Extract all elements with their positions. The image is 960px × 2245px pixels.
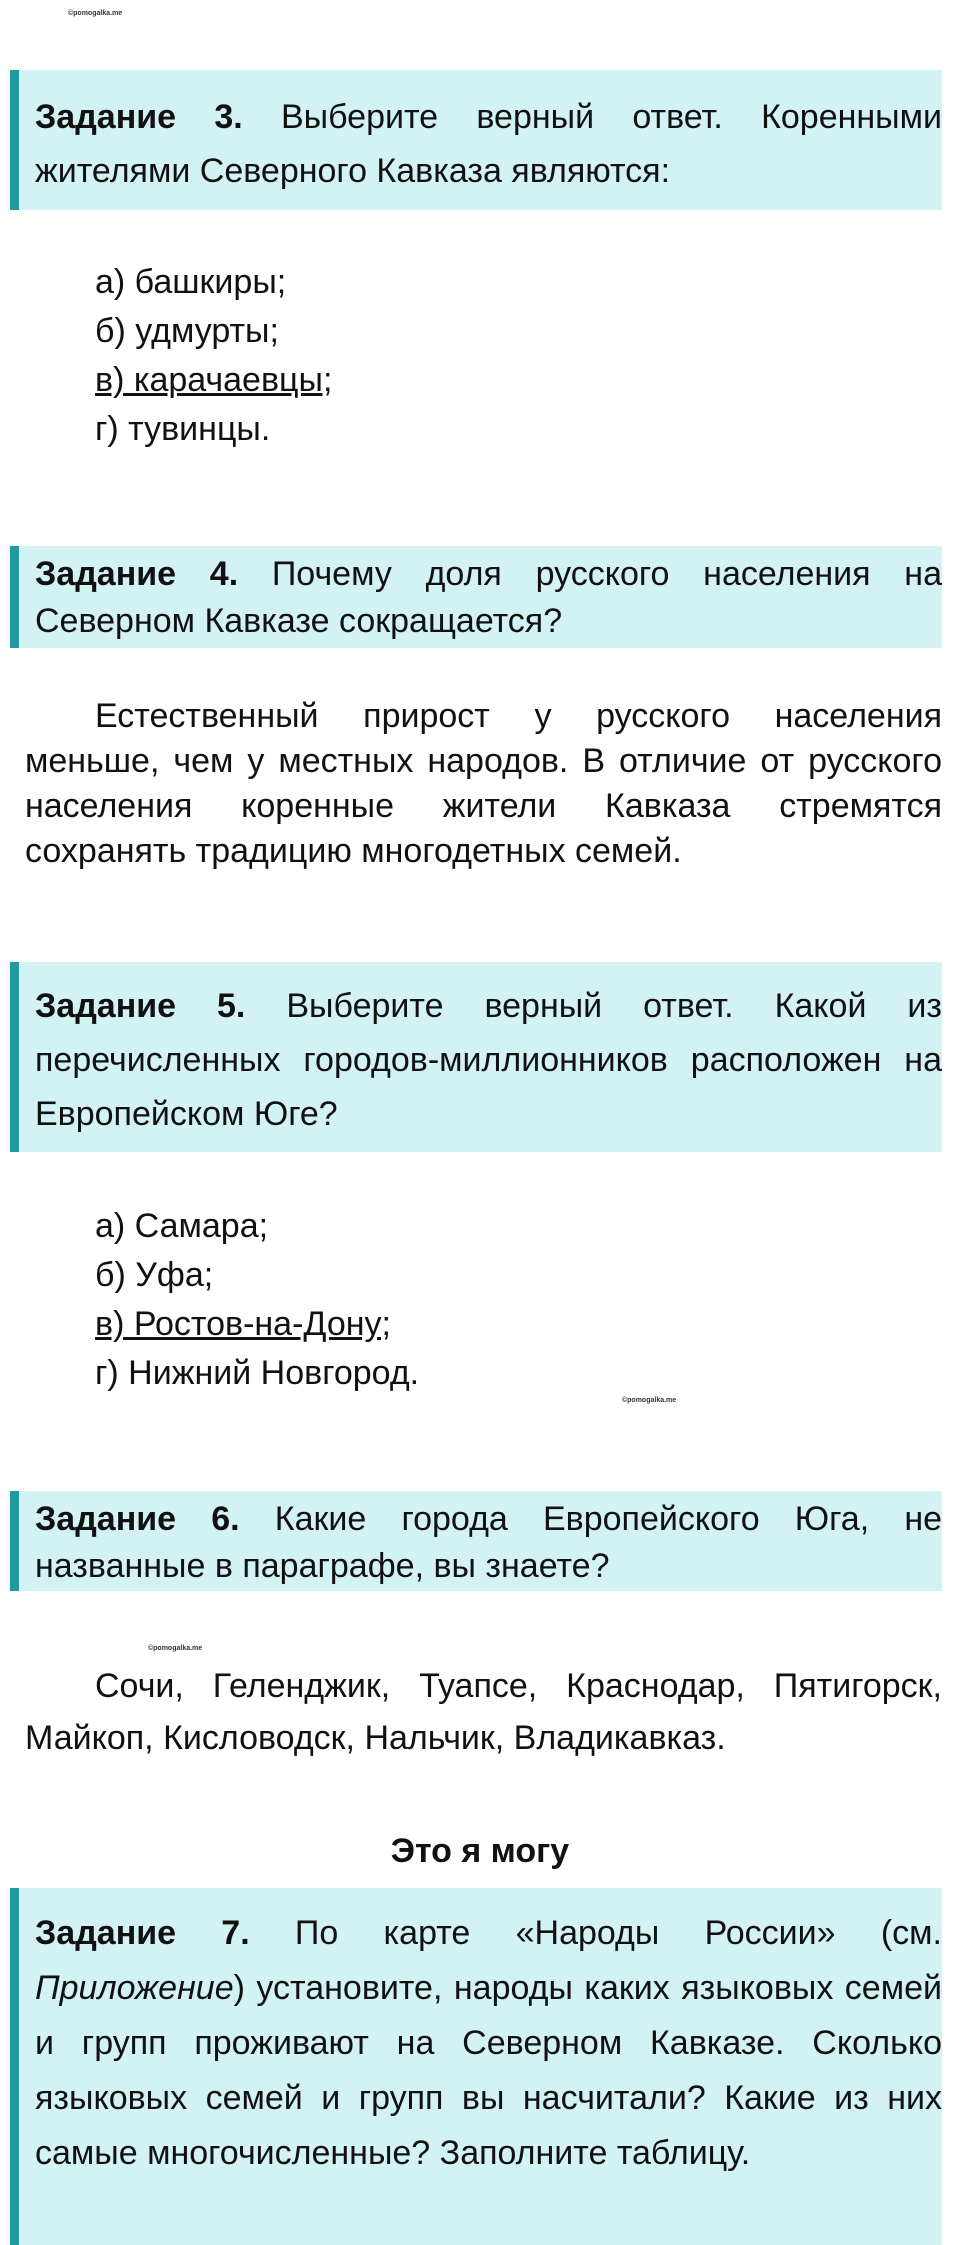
option-a: а) Самара; <box>95 1207 269 1245</box>
option-d: г) тувинцы. <box>95 410 271 448</box>
task-5-question <box>35 979 942 1141</box>
option-c-correct: в) карачаевцы; <box>95 361 333 399</box>
section-heading: Это я могу <box>390 1832 570 1870</box>
option-b: б) Уфа; <box>95 1256 214 1294</box>
task-3-box <box>10 70 942 210</box>
task-4-question <box>35 551 942 645</box>
task-7-question <box>35 1906 942 2181</box>
watermark: ©pomogalka.me <box>68 10 123 17</box>
task-5-text: Выберите верный ответ. Какой из перечисленных городов-миллионников расположен на Европейском Юге? <box>35 987 942 1133</box>
task-7-text-before: По карте «Народы России» (см. <box>249 1914 942 1952</box>
task-3-label: Задание 3. <box>35 98 243 136</box>
task-7-italic: Приложение <box>35 1969 234 2007</box>
option-a: а) башкиры; <box>95 263 287 301</box>
option-d: г) Нижний Новгород. <box>95 1354 420 1392</box>
task-4-text: Почему доля русского населения на Северном Кавказе сокращается? <box>35 555 942 640</box>
task-3-text: Выберите верный ответ. Коренными жителями Северного Кавказа являются: <box>35 98 942 190</box>
watermark: ©pomogalka.me <box>148 1645 203 1652</box>
task-4-answer: Естественный прирост у русского населения меньше, чем у местных народов. В отличие от русского населения коренные жители Кавказа стремятся сохранять традицию многодетных семей. <box>25 697 942 870</box>
task-4-box <box>10 546 942 648</box>
task-7-box <box>10 1888 942 2245</box>
task-6-box <box>10 1491 942 1591</box>
task-7-text-after: ) установите, народы каких языковых семей и групп проживают на Северном Кавказе. Сколько языковых семей и групп вы насчитали? Какие из них самые многочисленные? Заполните таблицу. <box>35 1969 942 2172</box>
task-6-question <box>35 1496 942 1590</box>
task-3-question <box>35 90 942 198</box>
option-b: б) удмурты; <box>95 312 279 350</box>
task-5-options <box>95 1202 419 1398</box>
task-5-box <box>10 962 942 1152</box>
watermark: ©pomogalka.me <box>622 1397 677 1404</box>
task-6-label: Задание 6. <box>35 1500 240 1538</box>
option-c-correct: в) Ростов-на-Дону; <box>95 1305 391 1343</box>
task-7-label: Задание 7. <box>35 1914 250 1952</box>
task-6-answer: Сочи, Геленджик, Туапсе, Краснодар, Пятигорск, Майкоп, Кисловодск, Нальчик, Владикавказ. <box>25 1667 942 1757</box>
task-5-label: Задание 5. <box>35 987 246 1025</box>
task-6-text: Какие города Европейского Юга, не названные в параграфе, вы знаете? <box>35 1500 943 1585</box>
task-3-options <box>95 258 332 454</box>
task-4-label: Задание 4. <box>35 555 239 593</box>
